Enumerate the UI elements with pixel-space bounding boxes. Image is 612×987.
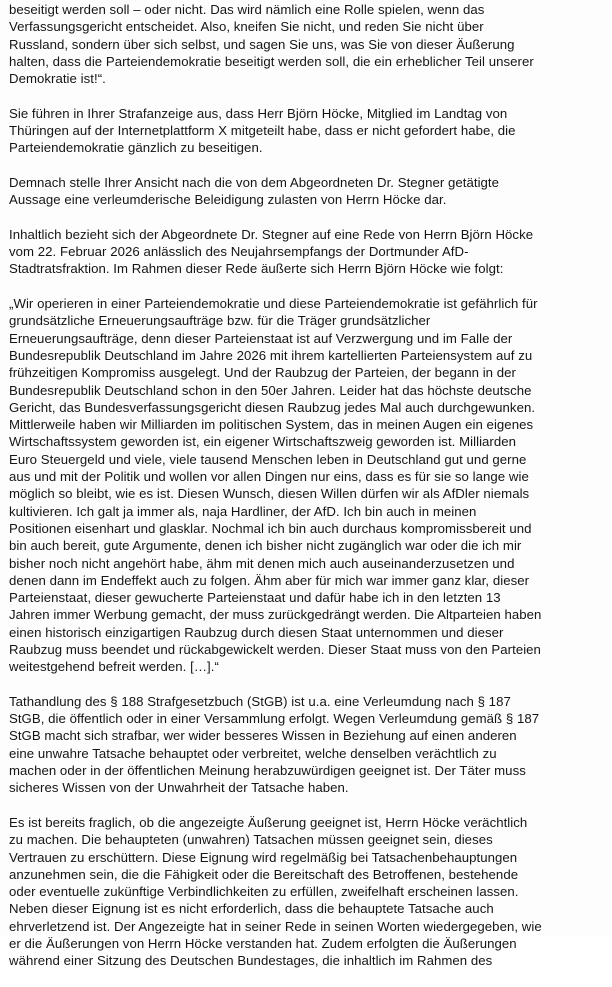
text-line: anzunehmen sein, die die Fähigkeit oder die Bereitschaft des Betroffenen, bestehende <box>9 866 519 882</box>
text-line: Bundesrepublik Deutschland schon in den 50er Jahren. Leider hat das höchste deutsche <box>9 382 532 398</box>
text-line: Verfassungsgericht entscheidet. Also, kneifen Sie nicht, und reden Sie nicht über <box>9 19 484 35</box>
text-line: bin auch bereit, gute Argumente, denen ich bisher nicht zugänglich war oder die ich mir <box>9 538 522 554</box>
text-line: Euro Steuergeld und viele, viele tausend Menschen leben in Deutschland gut und gerne <box>9 451 527 467</box>
text-line: weitestgehend befreit werden. […].“ <box>9 659 219 675</box>
text-line: Es ist bereits fraglich, ob die angezeigte Äußerung geeignet ist, Herrn Höcke verächtlich <box>9 814 528 830</box>
paragraph-speech-quote <box>9 295 605 676</box>
paragraph-legal-definition <box>9 693 605 797</box>
text-line: Stadtratsfraktion. Im Rahmen dieser Rede äußerte sich Herrn Björn Höcke wie folgt: <box>9 261 504 277</box>
text-line: er die Äußerungen von Herrn Höcke verstanden hat. Zudem erfolgten die Äußerungen <box>9 936 517 952</box>
text-line: Mittlerweile haben wir Milliarden im politischen System, das in meinen Augen ein eigenes <box>9 417 534 433</box>
text-line: beseitigt werden soll – oder nicht. Das wird nämlich eine Rolle spielen, wenn das <box>9 2 485 17</box>
text-line: StGB macht sich strafbar, wer wider besseres Wissen in Beziehung auf einen anderen <box>9 728 517 744</box>
text-line: Thüringen auf der Internetplattform X mitgeteilt habe, dass er nicht gefordert habe, die <box>9 123 516 139</box>
text-line: Sie führen in Ihrer Strafanzeige aus, dass Herr Björn Höcke, Mitglied im Landtag von <box>9 105 508 121</box>
text-line: eine unwahre Tatsache behauptet oder verbreitet, welche denselben verächtlich zu <box>9 745 497 761</box>
text-line: Demnach stelle Ihrer Ansicht nach die von dem Abgeordneten Dr. Stegner getätigte <box>9 174 500 190</box>
text-line: Wirtschaftssystem geworden ist, ein eigener Wirtschaftszweig geworden ist. Milliarden <box>9 434 517 450</box>
text-line: grundsätzliche Erneuerungsaufträge bzw. für die Träger grundsätzlicher <box>9 313 431 329</box>
paragraph-speech-context <box>9 226 605 278</box>
text-line: Demokratie ist!“. <box>9 71 106 87</box>
text-line: Erneuerungsaufträge, denn dieser Parteienstaat ist auf Verzwergung und im Falle der <box>9 330 513 346</box>
text-line: frühzeitigen Kompromiss ausgelegt. Und der Raubzug der Parteien, der begann in der <box>9 365 516 381</box>
text-line: oder eventuelle zukünftige Verbindlichkeiten zu erfüllen, zweifelhaft erscheinen lassen. <box>9 884 519 900</box>
text-line: kultivieren. Ich galt ja immer als, naja Hardliner, der AfD. Ich bin auch in meinen <box>9 503 477 519</box>
text-line: Aussage eine verleumderische Beleidigung zulasten von Herrn Höcke dar. <box>9 192 447 208</box>
text-line: bisher noch nicht angehört habe, ähm mit denen mich auch auseinanderzusetzen und <box>9 555 515 571</box>
paragraph-speech-excerpt-end <box>9 1 605 87</box>
text-line: denen dann im Endeffekt auch zu folgen. Ähm aber für mich war immer ganz klar, dieser <box>9 572 530 588</box>
paragraph-complaint-summary <box>9 105 605 157</box>
text-line: möglich so bleibt, wie es ist. Diesen Wunsch, diesen Willen dürfen wir als AfDler niemals <box>9 486 530 502</box>
text-line: aus und mit der Politik und wollen vor allen Dingen nur eins, dass es für sie so lange wie <box>9 469 529 485</box>
text-line: vom 22. Februar 2026 anlässlich des Neujahrsempfangs der Dortmunder AfD- <box>9 244 469 260</box>
text-line: Gericht, das Bundesverfassungsgericht diesen Raubzug jedes Mal auch durchgewunken. <box>9 399 536 415</box>
text-line: Vertrauen zu erschüttern. Diese Eignung wird regelmäßig bei Tatsachenbehauptungen <box>9 849 518 865</box>
text-line: StGB, die öffentlich oder in einer Versammlung erfolgt. Wegen Verleumdung gemäß § 187 <box>9 711 540 727</box>
text-line: sicheres Wissen von der Unwahrheit der Tatsache haben. <box>9 780 349 796</box>
text-line: Inhaltlich bezieht sich der Abgeordnete Dr. Stegner auf eine Rede von Herrn Björn Höcke <box>9 226 534 242</box>
text-line: „Wir operieren in einer Parteiendemokratie und diese Parteiendemokratie ist gefährlich für <box>9 296 538 312</box>
paragraph-complaint-view <box>9 174 605 209</box>
text-line: Raubzug muss beendet und rückabgewickelt werden. Dieser Staat muss von den Parteien <box>9 641 541 657</box>
text-line: während einer Sitzung des Deutschen Bundestages, die inhaltlich im Rahmen des <box>9 953 493 969</box>
text-line: machen oder in der öffentlichen Meinung herabzuwürdigen geeignet ist. Der Täter muss <box>9 763 526 779</box>
text-line: Bundesrepublik Deutschland im Jahre 2026 mit ihrem kartellierten Parteiensystem auf zu <box>9 347 533 363</box>
paragraph-legal-assessment <box>9 814 605 970</box>
text-line: zu machen. Die behaupteten (unwahren) Tatsachen müssen geeignet sein, dieses <box>9 832 493 848</box>
text-line: Tathandlung des § 188 Strafgesetzbuch (StGB) ist u.a. eine Verleumdung nach § 187 <box>9 693 511 709</box>
text-line: Jahren immer Werbung gemacht, der muss zurückgedrängt werden. Die Altparteien haben <box>9 607 542 623</box>
text-line: Neben dieser Eignung ist es nicht erforderlich, dass die behauptete Tatsache auch <box>9 901 494 917</box>
text-line: Positionen eisenhart und glasklar. Nochmal ich bin auch durchaus kompromissbereit und <box>9 520 532 536</box>
text-line: einen historisch einzigartigen Raubzug durch diesen Staat unternommen und dieser <box>9 624 504 640</box>
document-body <box>9 1 605 987</box>
text-line: Russland, sondern über sich selbst, und sagen Sie uns, was Sie von dieser Äußerung <box>9 36 515 52</box>
text-line: Parteiendemokratie gänzlich zu beseitigen. <box>9 140 263 156</box>
text-line: Parteienstaat, dieser gewucherte Parteienstaat und dafür habe ich in den letzten 13 <box>9 590 501 606</box>
text-line: ehrverletzend ist. Der Angezeigte hat in seiner Rede in seinen Worten wiedergegeben, wie <box>9 918 542 934</box>
text-line: halten, dass die Parteiendemokratie beseitigt werden soll, die ein erheblicher Teil unserer <box>9 53 534 69</box>
